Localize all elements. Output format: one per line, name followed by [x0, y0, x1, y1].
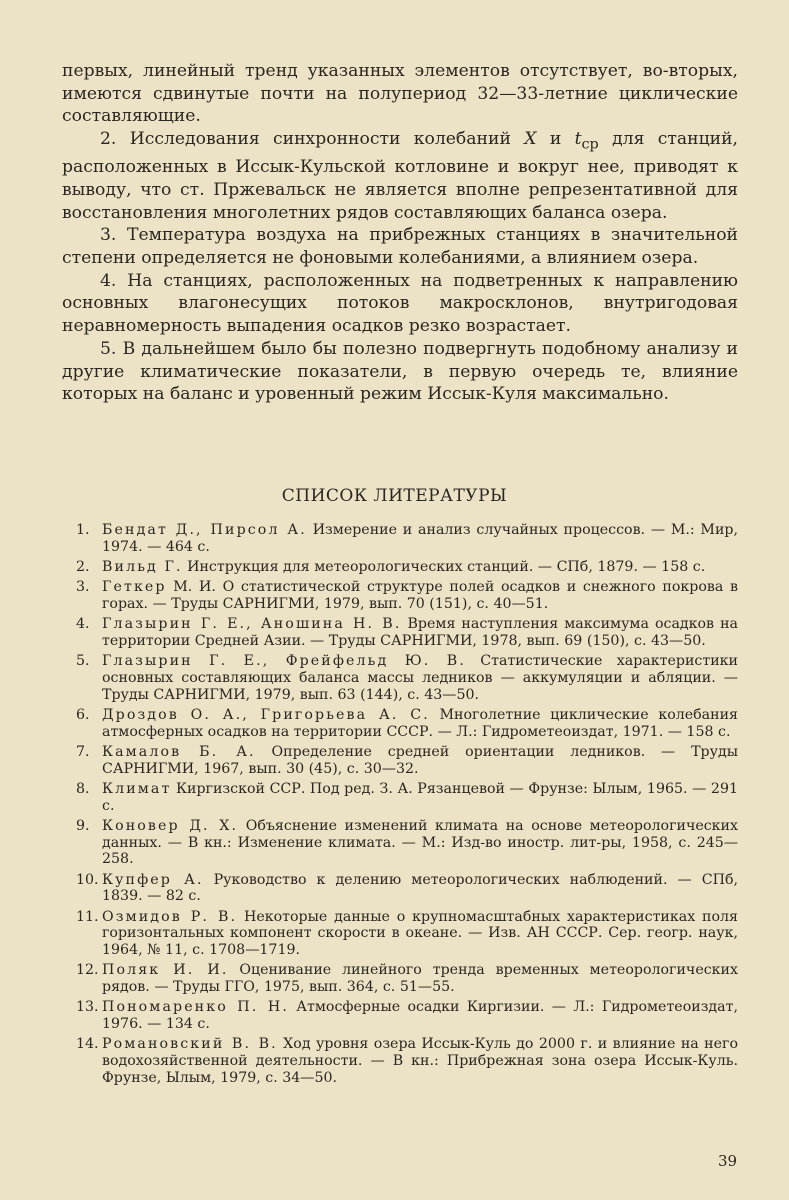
reference-authors: Глазырин Г. Е., Фрейфельд Ю. В. — [102, 653, 466, 670]
paragraph-4: 4. На станциях, расположенных на подветренных к направлению основных влагонесущих потоков макросклонов, внутригодовая неравномерность выпадения осадков резко возрастает. — [62, 270, 738, 337]
reference-item — [62, 744, 738, 778]
reference-number: 10. — [76, 871, 99, 888]
paragraph-2-and: и — [536, 129, 575, 150]
reference-authors: Пономаренко П. Н. — [102, 999, 289, 1016]
reference-item — [62, 999, 738, 1033]
reference-authors: Романовский В. В. — [102, 1036, 278, 1053]
reference-authors: Вильд Г. — [102, 558, 183, 575]
paragraph-2-end: для станций, расположенных в Иссык-Кульской котловине и вокруг нее, приводят к выводу, что ст. Пржевальск не является вполне репрезентативной для восстановления многолетних рядов составляющих баланса озера. — [62, 129, 738, 223]
reference-text: Некоторые данные о крупномасштабных характеристиках поля горизонтальных компонент скорости в океане. — Изв. АН СССР. Сер. геогр. наук, 1964, № 11, с. 1708—1719. — [102, 908, 739, 959]
reference-authors: Глазырин Г. Е., Аношина Н. В. — [102, 616, 402, 633]
reference-number: 9. — [76, 817, 90, 834]
paragraph-1: первых, линейный тренд указанных элементов отсутствует, во-вторых, имеются сдвинутые почти на полупериод 32—33-летние циклические составляющие. — [62, 61, 738, 127]
paragraph-2-start: 2. Исследования синхронности колебаний — [100, 129, 525, 150]
reference-item — [62, 707, 738, 741]
reference-text: Время наступления максимума осадков на территории Средней Азии. — Труды САРНИГМИ, 1978, вып. 69 (150), с. 43—50. — [102, 616, 738, 649]
reference-item — [62, 818, 738, 868]
reference-number: 11. — [76, 908, 99, 925]
reference-number: 2. — [76, 558, 90, 575]
reference-text: Руководство к делению метеорологических наблюдений. — СПб, 1839. — 82 с. — [102, 871, 739, 905]
reference-item — [62, 1036, 738, 1086]
reference-text: Оценивание линейного тренда временных метеорологических рядов. — Труды ГГО, 1975, вып. 364, с. 51—55. — [102, 962, 738, 996]
variable-t: t — [574, 129, 582, 150]
body-text — [62, 60, 738, 406]
paragraph-5: 5. В дальнейшем было бы полезно подвергнуть подобному анализу и другие климатические показатели, в первую очередь те, влияние которых на баланс и уровенный режим Иссык-Куля максимально. — [62, 338, 738, 405]
reference-number: 5. — [76, 653, 90, 670]
reference-number: 13. — [76, 999, 99, 1016]
reference-authors: Климат — [102, 780, 172, 797]
reference-item — [62, 559, 738, 576]
reference-authors: Коновер Д. Х. — [102, 817, 239, 834]
reference-item — [62, 781, 738, 815]
reference-number: 4. — [76, 616, 90, 633]
reference-item — [62, 872, 738, 906]
reference-item — [62, 653, 738, 703]
reference-number: 8. — [76, 780, 90, 797]
reference-authors: Дроздов О. А., Григорьева А. С. — [102, 706, 430, 723]
reference-number: 6. — [76, 706, 90, 723]
reference-text: Ход уровня озера Иссык-Куль до 2000 г. и влияние на него водохозяйственной деятельности. — В кн.: Прибрежная зона озера Иссык-Куль. Фрунзе, Ылым, 1979, с. 34—50. — [102, 1036, 738, 1086]
reference-text: Многолетние циклические колебания атмосферных осадков на территории СССР. — Л.: Гидрометеоиздат, 1971. — 158 с. — [102, 706, 739, 740]
reference-text: Объяснение изменений климата на основе метеорологических данных. — В кн.: Изменение климата. — М.: Изд-во иностр. лит-ры, 1958, с. 245—258. — [102, 817, 739, 868]
reference-item — [62, 616, 738, 650]
references-list — [62, 522, 738, 1090]
reference-authors: Камалов Б. А. — [102, 743, 256, 760]
paragraph-2 — [62, 128, 738, 224]
reference-text: Инструкция для метеорологических станций. — СПб, 1879. — 158 с. — [187, 558, 706, 575]
reference-text: Атмосферные осадки Киргизии. — Л.: Гидрометеоиздат, 1976. — 134 с. — [102, 999, 738, 1033]
page-number: 39 — [718, 1152, 738, 1170]
reference-authors: Бендат Д., Пирсол А. — [102, 522, 307, 538]
reference-number: 12. — [76, 962, 99, 979]
reference-text: Определение средней ориентации ледников. — Труды САРНИГМИ, 1967, вып. 30 (45), с. 30—32. — [102, 743, 739, 777]
reference-text: Статистические характеристики основных составляющих баланса массы ледников — аккумуляции и абляции. — Труды САРНИГМИ, 1979, вып. 63 (144), с. 43—50. — [102, 653, 738, 703]
reference-item — [62, 579, 738, 613]
reference-item — [62, 522, 738, 556]
reference-text: М. И. О статистической структуре полей осадков и снежного покрова в горах. — Труды САРНИГМИ, 1979, вып. 70 (151), с. 40—51. — [102, 579, 738, 612]
reference-text: Киргизской ССР. Под ред. З. А. Рязанцевой — Фрунзе: Ылым, 1965. — 291 с. — [102, 780, 738, 814]
reference-authors: Озмидов Р. В. — [102, 908, 238, 925]
reference-authors: Поляк И. И. — [102, 962, 229, 979]
reference-text: Измерение и анализ случайных процессов. — М.: Мир, 1974. — 464 с. — [102, 522, 738, 555]
reference-number: 1. — [76, 522, 90, 538]
variable-t-subscript: ср — [581, 136, 599, 153]
reference-number: 14. — [76, 1036, 99, 1053]
reference-number: 7. — [76, 743, 90, 760]
paragraph-3: 3. Температура воздуха на прибрежных станциях в значительной степени определяется не фоновыми колебаниями, а влиянием озера. — [62, 225, 738, 269]
reference-number: 3. — [76, 579, 90, 596]
references-heading: СПИСОК ЛИТЕРАТУРЫ — [281, 486, 508, 506]
variable-x: X — [524, 129, 537, 150]
reference-item — [62, 962, 738, 996]
reference-authors: Купфер А. — [102, 871, 204, 888]
reference-authors: Геткер — [102, 579, 167, 596]
reference-item — [62, 909, 738, 959]
